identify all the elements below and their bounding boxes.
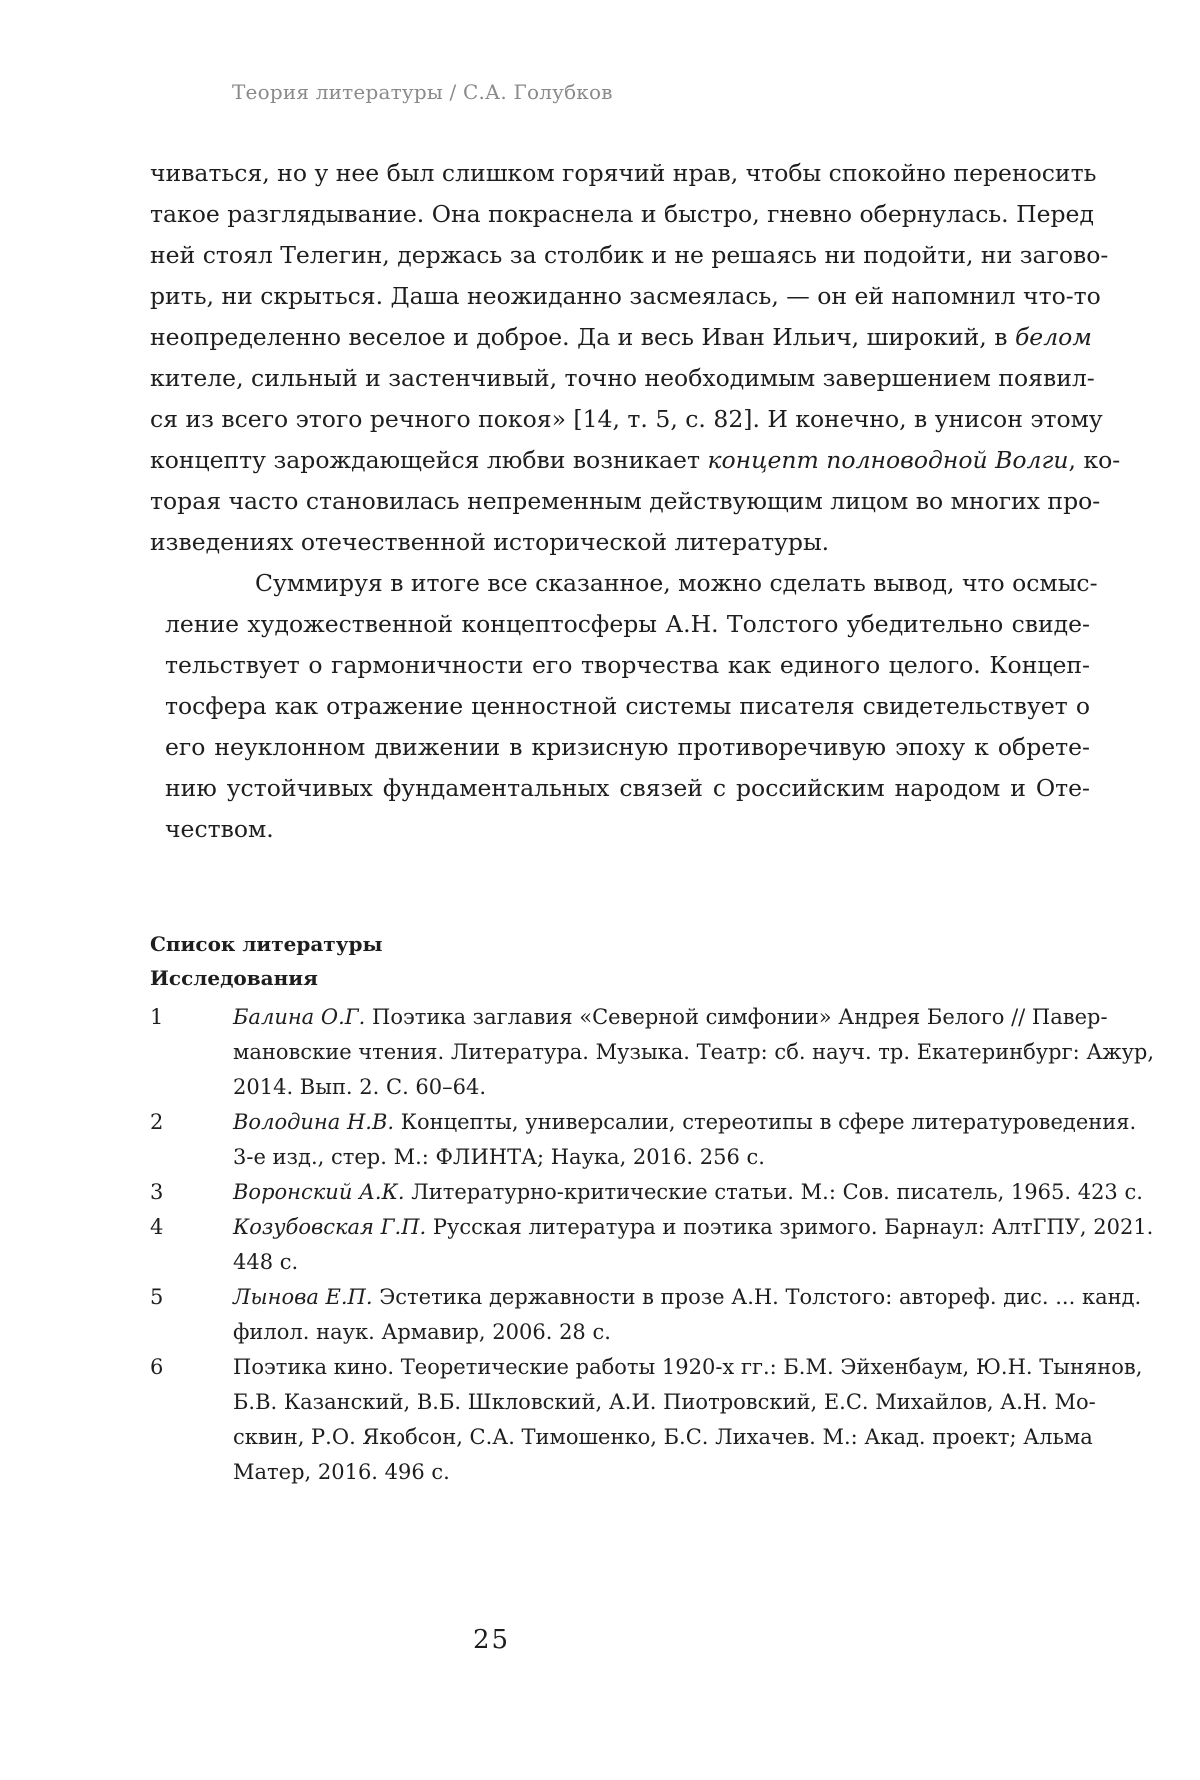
entry-line: 448 с. <box>233 1250 299 1274</box>
text-line: кителе, сильный и застенчивый, точно необходимым завершением появил- <box>150 364 1095 392</box>
entry-number: 2 <box>150 1110 164 1134</box>
entry-line: сквин, Р.О. Якобсон, С.А. Тимошенко, Б.С. Лихачев. М.: Акад. проект; Альма <box>233 1425 1093 1449</box>
entry-line: Матер, 2016. 496 с. <box>233 1460 450 1484</box>
entry-line: 2014. Вып. 2. С. 60–64. <box>233 1075 487 1099</box>
text-line: его неуклонном движении в кризисную противоречивую эпоху к обрете- <box>165 733 1090 761</box>
entry-line <box>233 1105 1137 1140</box>
text-line <box>150 317 1090 358</box>
bibliography-heading: Список литературы <box>150 932 383 956</box>
running-header: Теория литературы / С.А. Голубков <box>232 80 613 104</box>
entry-line <box>233 1280 1142 1315</box>
entry-line <box>233 1175 1143 1210</box>
entry-text: Концепты, универсалии, стереотипы в сфере литературоведения. <box>394 1110 1137 1134</box>
text-line-segment: неопределенно веселое и доброе. Да и весь Иван Ильич, широкий, в <box>150 323 1015 351</box>
text-line: чиваться, но у нее был слишком горячий нрав, чтобы спокойно переносить <box>150 159 1097 187</box>
text-line: чеством. <box>165 815 274 843</box>
text-line: ление художественной концептосферы А.Н. Толстого убедительно свиде- <box>165 610 1090 638</box>
entry-number: 6 <box>150 1355 164 1379</box>
entry-number: 1 <box>150 1005 164 1029</box>
text-line: такое разглядывание. Она покраснела и быстро, гневно обернулась. Перед <box>150 200 1094 228</box>
entry-author: Лынова Е.П. <box>233 1285 373 1309</box>
italic-term: концепт полноводной Волги <box>707 446 1069 474</box>
page-number: 25 <box>473 1625 511 1655</box>
text-line <box>150 440 1121 481</box>
text-line: ней стоял Телегин, держась за столбик и не решаясь ни подойти, ни загово- <box>150 241 1109 269</box>
text-line: рить, ни скрыться. Даша неожиданно засмеялась, — он ей напомнил что-то <box>150 282 1101 310</box>
bibliography-entry <box>150 1280 1142 1350</box>
text-line: тельствует о гармоничности его творчества как единого целого. Концеп- <box>165 651 1090 679</box>
text-line: Суммируя в итоге все сказанное, можно сделать вывод, что осмыс- <box>255 569 1098 597</box>
entry-line <box>233 1210 1154 1245</box>
body-paragraph-1 <box>150 153 1121 563</box>
bibliography-entry <box>150 1210 1154 1280</box>
bibliography-entry <box>150 1350 1143 1490</box>
bibliography-entry <box>150 1105 1137 1175</box>
entry-text: Литературно-критические статьи. М.: Сов. писатель, 1965. 423 с. <box>404 1180 1143 1204</box>
entry-line: Б.В. Казанский, В.Б. Шкловский, А.И. Пиотровский, Е.С. Михайлов, А.Н. Мо- <box>233 1390 1096 1414</box>
entry-text: Эстетика державности в прозе А.Н. Толстого: автореф. дис. ... канд. <box>372 1285 1142 1309</box>
entry-number: 3 <box>150 1180 164 1204</box>
bibliography-entry <box>150 1175 1143 1210</box>
entry-author: Козубовская Г.П. <box>233 1215 427 1239</box>
text-line-segment: , ко- <box>1068 446 1121 474</box>
entry-line: филол. наук. Армавир, 2006. 28 с. <box>233 1320 611 1344</box>
text-line: торая часто становилась непременным действующим лицом во многих про- <box>150 487 1101 515</box>
text-line: нию устойчивых фундаментальных связей с российским народом и Оте- <box>165 774 1090 802</box>
entry-line: 3-е изд., стер. М.: ФЛИНТА; Наука, 2016. 256 с. <box>233 1145 765 1169</box>
text-line: изведениях отечественной исторической литературы. <box>150 528 830 556</box>
text-line-segment: концепту зарождающейся любви возникает <box>150 446 708 474</box>
entry-number: 4 <box>150 1215 164 1239</box>
text-line: ся из всего этого речного покоя» [14, т. 5, с. 82]. И конечно, в унисон этому <box>150 405 1103 433</box>
entry-line: мановские чтения. Литература. Музыка. Театр: сб. науч. тр. Екатеринбург: Ажур, <box>233 1040 1155 1064</box>
entry-text: Поэтика заглавия «Северной симфонии» Андрея Белого // Павер- <box>365 1005 1108 1029</box>
entry-author: Балина О.Г. <box>233 1005 366 1029</box>
entry-author: Воронский А.К. <box>233 1180 405 1204</box>
bibliography-entry <box>150 1000 1155 1105</box>
italic-term: белом <box>1014 323 1092 351</box>
text-line: тосфера как отражение ценностной системы писателя свидетельствует о <box>165 692 1090 720</box>
bibliography-list <box>150 1000 1155 1490</box>
entry-number: 5 <box>150 1285 164 1309</box>
entry-author: Володина Н.В. <box>233 1110 395 1134</box>
entry-line <box>233 1000 1108 1035</box>
entry-line: Поэтика кино. Теоретические работы 1920-х гг.: Б.М. Эйхенбаум, Ю.Н. Тынянов, <box>233 1355 1143 1379</box>
body-paragraph-2 <box>165 563 1098 850</box>
bibliography-subheading: Исследования <box>150 966 318 990</box>
entry-text: Русская литература и поэтика зримого. Барнаул: АлтГПУ, 2021. <box>426 1215 1154 1239</box>
